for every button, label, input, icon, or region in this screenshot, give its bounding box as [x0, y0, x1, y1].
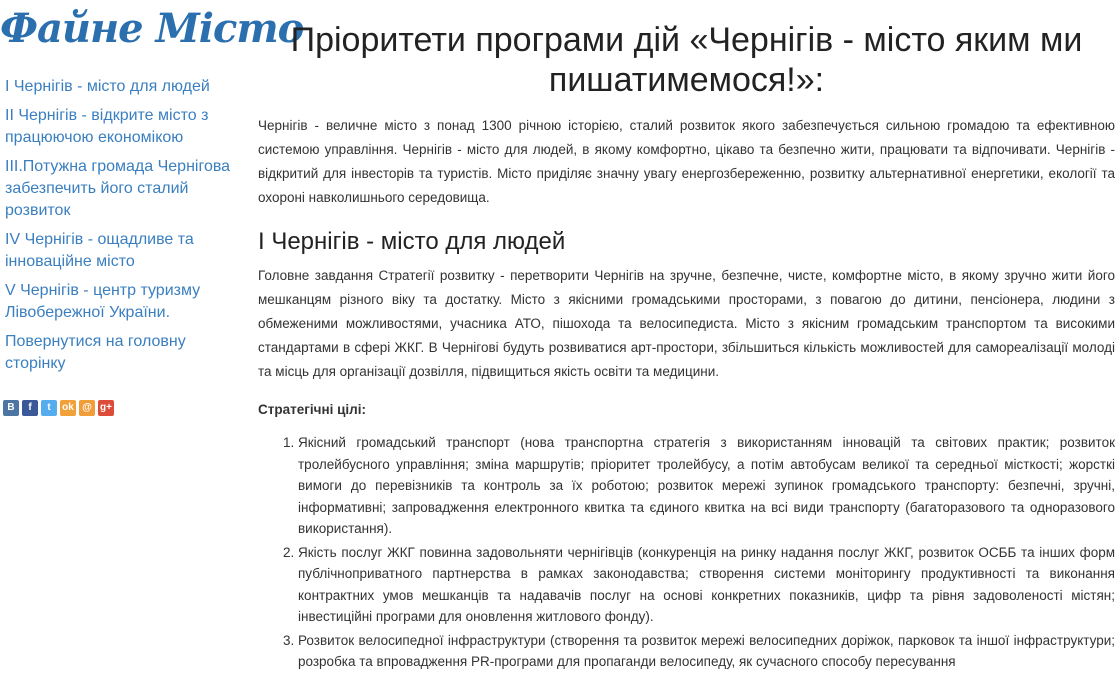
site-logo[interactable]: Файне Місто	[0, 5, 304, 52]
goal-item: 2. Якість послуг ЖКГ повинна задовольняти чернігівців (конкуренція на ринку надання послуг ЖКГ, розвиток ОСББ та інших форм публічноприватного партнерства в рамках законодавства; створення системи моніторингу продуктивності та виконання контрактних умов мешканців та надавачів послуг на основі конкретних показників, цифр та рівня задоволеності містян; інвестиційні програми для оновлення житлового фонду).	[298, 542, 1115, 628]
section-title: І Чернігів - місто для людей	[258, 228, 566, 255]
sidebar	[0, 0, 304, 630]
share-buttons	[3, 400, 114, 416]
section-paragraph: Головне завдання Стратегії розвитку - перетворити Чернігів на зручне, безпечне, чисте, комфортне місто, в якому зручно жити його мешканцям різного віку та достатку. Місто з якісними громадськими просторами, з повагою до дитини, пенсіонера, людини з обмеженими можливостями, учасника АТО, пішохода та велосипедиста. Місто з якісним громадським транспортом та високими стандартами в сфері ЖКГ. В Чернігові будуть розвиватися арт-простори, збільшиться кількість можливостей для самореалізації молоді та місць для організації дозвілля, підвищиться якість освіти та медицини.	[258, 268, 1115, 379]
sidebar-link-city-for-people[interactable]: І Чернігів - місто для людей	[5, 78, 210, 95]
sidebar-link-innovative-city[interactable]: IV Чернігів - ощадливе та інноваційне місто	[5, 231, 194, 270]
goal-item: 1. Якісний громадський транспорт (нова транспортна стратегія з використанням інновацій та світових практик; розвиток тролейбусного управління; зміна маршрутів; пріоритет тролейбусу, а потім автобусам великої та середньої місткості; жорсткі вимоги до перевізників та контроль за їх роботою; розвиток мережі зупинок громадського транспорту: безпечні, зручні, інформативні; запровадження електронного квитка та єдиного квитка на всі види транспорту (багаторазового та одноразового використання).	[298, 432, 1115, 540]
sidebar-item-3	[5, 156, 241, 222]
twitter-icon[interactable]: t	[41, 400, 57, 416]
sidebar-link-open-city[interactable]: ІІ Чернігів - відкрите місто з працюючою економікою	[5, 107, 209, 146]
sidebar-link-tourism-center[interactable]: V Чернігів - центр туризму Лівобережної України.	[5, 282, 201, 321]
facebook-icon[interactable]: f	[22, 400, 38, 416]
goal-item: 3. Розвиток велосипедної інфраструктури (створення та розвиток мережі велосипедних доріжок, парковок та іншої інфраструктури; розробка та впровадження PR-програми для пропаганди велосипеду, як сучасного способу пересування	[298, 630, 1115, 673]
sidebar-nav	[5, 76, 241, 382]
odnoklassniki-icon[interactable]: ok	[60, 400, 76, 416]
sidebar-item-4	[5, 229, 241, 273]
googleplus-icon[interactable]: g+	[98, 400, 114, 416]
main-content	[258, 0, 1115, 669]
sidebar-item-5	[5, 280, 241, 324]
sidebar-item-1	[5, 76, 241, 98]
intro-paragraph: Чернігів - величне місто з понад 1300 річною історією, сталий розвиток якого забезпечується сильною громадою та ефективною системою управління. Чернігів - місто для людей, в якому комфортно, цікаво та безпечно жити, працювати та відпочивати. Чернігів - відкритий для інвесторів та туристів. Місто приділяє значну увагу енергозбереженню, розвитку альтернативної енергетики, екології та охороні навколишнього середовища.	[258, 118, 1115, 205]
mailru-icon[interactable]: @	[79, 400, 95, 416]
page-title: Пріоритети програми дій «Чернігів - місто яким ми пишатимемося!»:	[290, 21, 1083, 99]
sidebar-item-6	[5, 331, 241, 375]
vk-icon[interactable]: В	[3, 400, 19, 416]
sidebar-link-strong-community[interactable]: ІІІ.Потужна громада Чернігова забезпечить його сталий розвиток	[5, 158, 231, 219]
goals-list	[258, 432, 1115, 673]
goals-heading: Стратегічні цілі:	[258, 402, 366, 417]
sidebar-item-2	[5, 105, 241, 149]
sidebar-link-back-home[interactable]: Повернутися на головну сторінку	[5, 333, 186, 372]
